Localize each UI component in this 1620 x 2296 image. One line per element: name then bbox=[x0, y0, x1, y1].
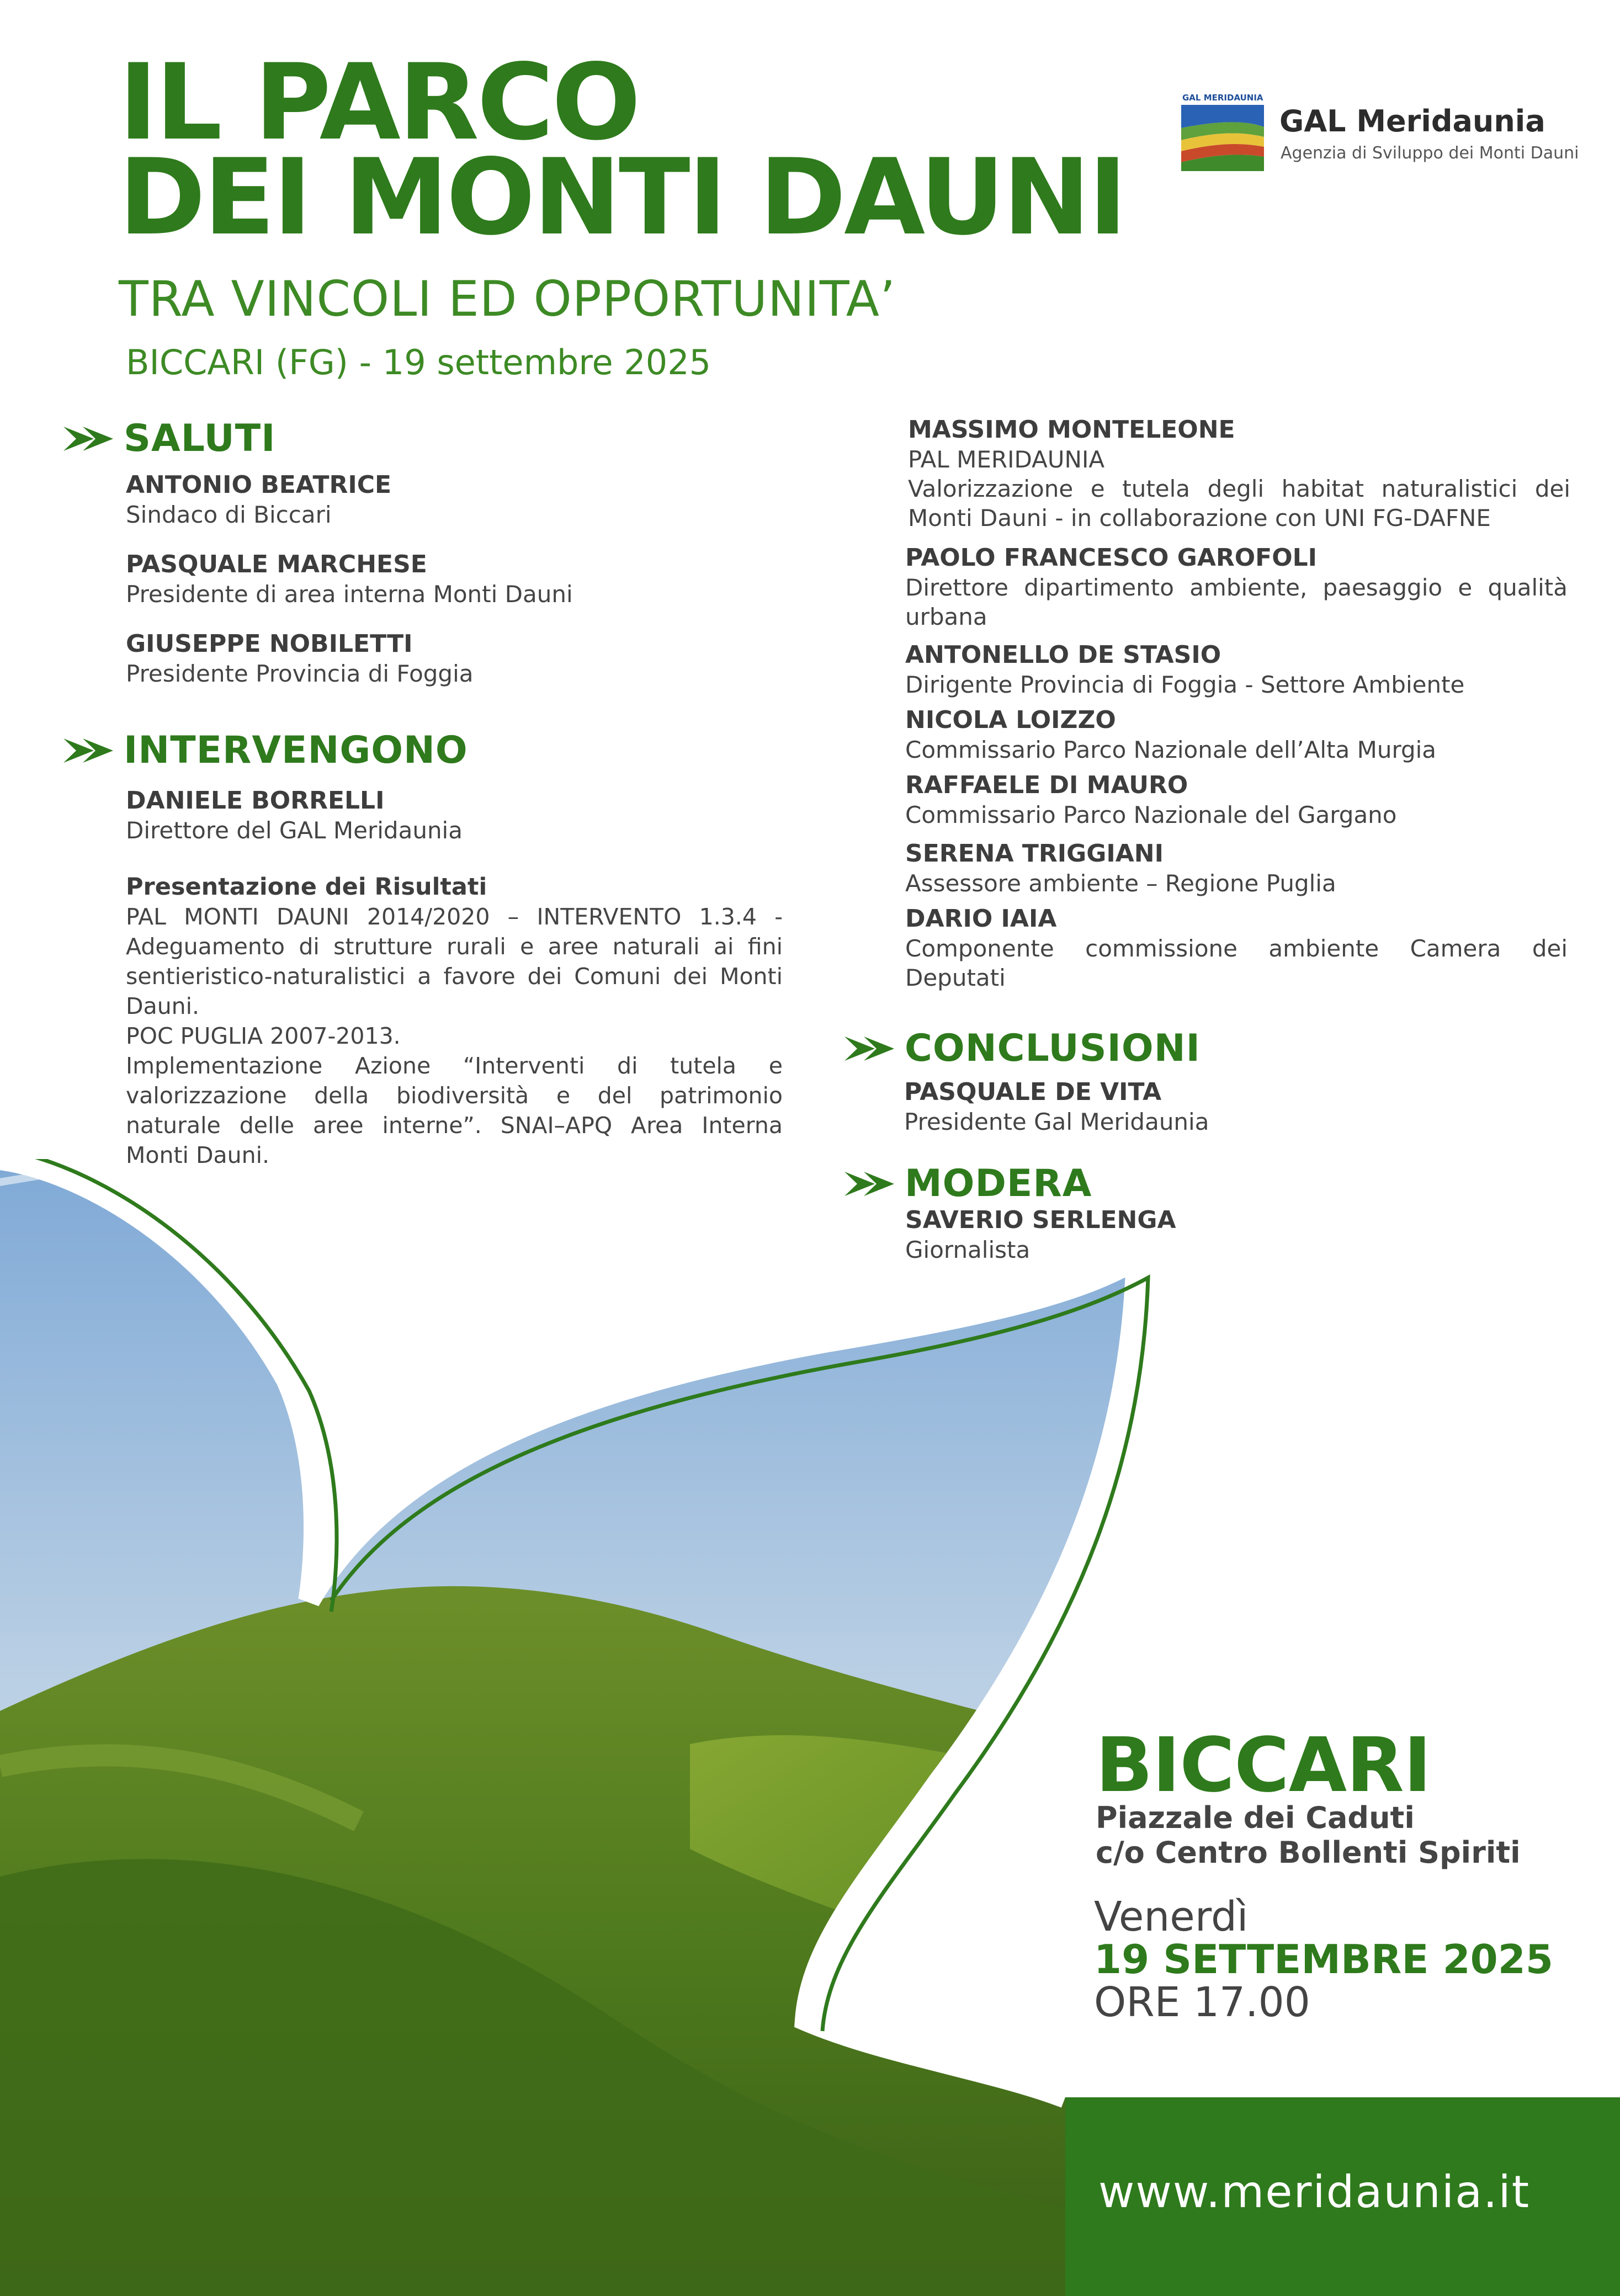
website-link[interactable]: www.meridaunia.it bbox=[1098, 2166, 1531, 2218]
section-conclusioni bbox=[842, 1027, 1201, 1070]
saluti-person-1 bbox=[126, 470, 391, 530]
intervengono-heading: INTERVENGONO bbox=[124, 729, 468, 772]
intervengono-person-1 bbox=[126, 786, 463, 846]
speaker-1 bbox=[908, 415, 1570, 533]
speaker-2 bbox=[905, 543, 1568, 631]
speaker-role: PAL MERIDAUNIA bbox=[908, 446, 1105, 473]
person-role: Giornalista bbox=[905, 1236, 1031, 1263]
speaker-name: DARIO IAIA bbox=[905, 905, 1057, 933]
speaker-name: RAFFAELE DI MAURO bbox=[905, 771, 1188, 799]
person-name: PASQUALE DE VITA bbox=[904, 1078, 1162, 1106]
person-name: SAVERIO SERLENGA bbox=[905, 1206, 1176, 1234]
conclusioni-person bbox=[904, 1077, 1209, 1137]
event-title bbox=[119, 41, 1125, 258]
modera-person bbox=[905, 1205, 1176, 1265]
conclusioni-heading: CONCLUSIONI bbox=[905, 1027, 1201, 1070]
person-name: ANTONIO BEATRICE bbox=[126, 471, 392, 499]
person-name: PASQUALE MARCHESE bbox=[126, 550, 427, 578]
speaker-name: ANTONELLO DE STASIO bbox=[905, 641, 1221, 669]
venue-time: ORE 17.00 bbox=[1094, 1979, 1310, 2026]
presentation-block bbox=[126, 872, 783, 1170]
presentation-text-3: Implementazione Azione “Interventi di tutela e valorizzazione della biodiversità e del patrimonio naturale delle aree interne”. SNAI–APQ Area Interna Monti Dauni. bbox=[126, 1053, 783, 1168]
arrow-icon bbox=[842, 1032, 897, 1065]
speaker-5 bbox=[905, 770, 1568, 830]
landscape-logo-icon bbox=[1181, 88, 1264, 171]
speaker-name: PAOLO FRANCESCO GAROFOLI bbox=[905, 544, 1318, 572]
arrow-icon bbox=[61, 422, 116, 455]
venue-place: Piazzale dei Caduti bbox=[1096, 1800, 1415, 1835]
speaker-role: Direttore dipartimento ambiente, paesaggio e qualità urbana bbox=[905, 574, 1568, 630]
venue-building: c/o Centro Bollenti Spiriti bbox=[1096, 1835, 1521, 1870]
venue-day: Venerdì bbox=[1094, 1893, 1249, 1941]
event-subtitle: TRA VINCOLI ED OPPORTUNITA’ bbox=[119, 270, 896, 327]
gal-meridaunia-logo bbox=[1181, 88, 1579, 177]
svg-text:GAL MERIDAUNIA: GAL MERIDAUNIA bbox=[1182, 93, 1263, 103]
speaker-name: SERENA TRIGGIANI bbox=[905, 839, 1164, 868]
saluti-heading: SALUTI bbox=[124, 417, 276, 460]
saluti-person-3 bbox=[126, 629, 474, 689]
modera-heading: MODERA bbox=[905, 1162, 1092, 1205]
person-name: DANIELE BORRELLI bbox=[126, 786, 385, 815]
presentation-text-2: POC PUGLIA 2007-2013. bbox=[126, 1023, 401, 1049]
title-line-2: DEI MONTI DAUNI bbox=[119, 136, 1125, 258]
person-role: Presidente di area interna Monti Dauni bbox=[126, 581, 573, 608]
section-saluti bbox=[61, 417, 275, 460]
person-role: Sindaco di Biccari bbox=[126, 501, 332, 528]
speaker-name: MASSIMO MONTELEONE bbox=[908, 416, 1235, 444]
presentation-heading: Presentazione dei Risultati bbox=[126, 873, 487, 901]
section-intervengono bbox=[61, 729, 468, 772]
speaker-name: NICOLA LOIZZO bbox=[905, 706, 1116, 734]
speaker-role: Commissario Parco Nazionale del Gargano bbox=[905, 801, 1397, 828]
person-role: Presidente Gal Meridaunia bbox=[904, 1108, 1209, 1135]
speaker-role: Componente commissione ambiente Camera dei Deputati bbox=[905, 935, 1568, 991]
arrow-icon bbox=[61, 734, 116, 767]
speaker-role: Assessore ambiente – Regione Puglia bbox=[905, 870, 1336, 897]
speaker-role: Dirigente Provincia di Foggia - Settore Ambiente bbox=[905, 671, 1465, 698]
person-role: Presidente Provincia di Foggia bbox=[126, 660, 474, 687]
speaker-role: Commissario Parco Nazionale dell’Alta Murgia bbox=[905, 736, 1437, 763]
logo-tagline: Agenzia di Sviluppo dei Monti Dauni bbox=[1281, 144, 1579, 163]
venue-city: BICCARI bbox=[1096, 1722, 1431, 1809]
section-modera bbox=[842, 1162, 1092, 1205]
person-name: GIUSEPPE NOBILETTI bbox=[126, 630, 413, 658]
saluti-person-2 bbox=[126, 550, 573, 609]
venue-date: 19 SETTEMBRE 2025 bbox=[1094, 1936, 1553, 1983]
logo-name: GAL Meridaunia bbox=[1279, 104, 1545, 139]
event-dateline: BICCARI (FG) - 19 settembre 2025 bbox=[126, 342, 711, 382]
speaker-7 bbox=[905, 904, 1568, 992]
speaker-3 bbox=[905, 640, 1568, 699]
title-line-1: IL PARCO bbox=[119, 41, 639, 163]
speaker-6 bbox=[905, 839, 1568, 898]
presentation-text-1: PAL MONTI DAUNI 2014/2020 – INTERVENTO 1.3.4 - Adeguamento di strutture rurali e aree naturali ai fini sentieristico-naturalistici a favore dei Comuni dei Monti Dauni. bbox=[126, 903, 783, 1019]
person-role: Direttore del GAL Meridaunia bbox=[126, 817, 463, 844]
speaker-detail: Valorizzazione e tutela degli habitat naturalistici dei Monti Dauni - in collaborazione con UNI FG-DAFNE bbox=[908, 475, 1570, 532]
arrow-icon bbox=[842, 1167, 897, 1200]
speaker-4 bbox=[905, 705, 1568, 764]
